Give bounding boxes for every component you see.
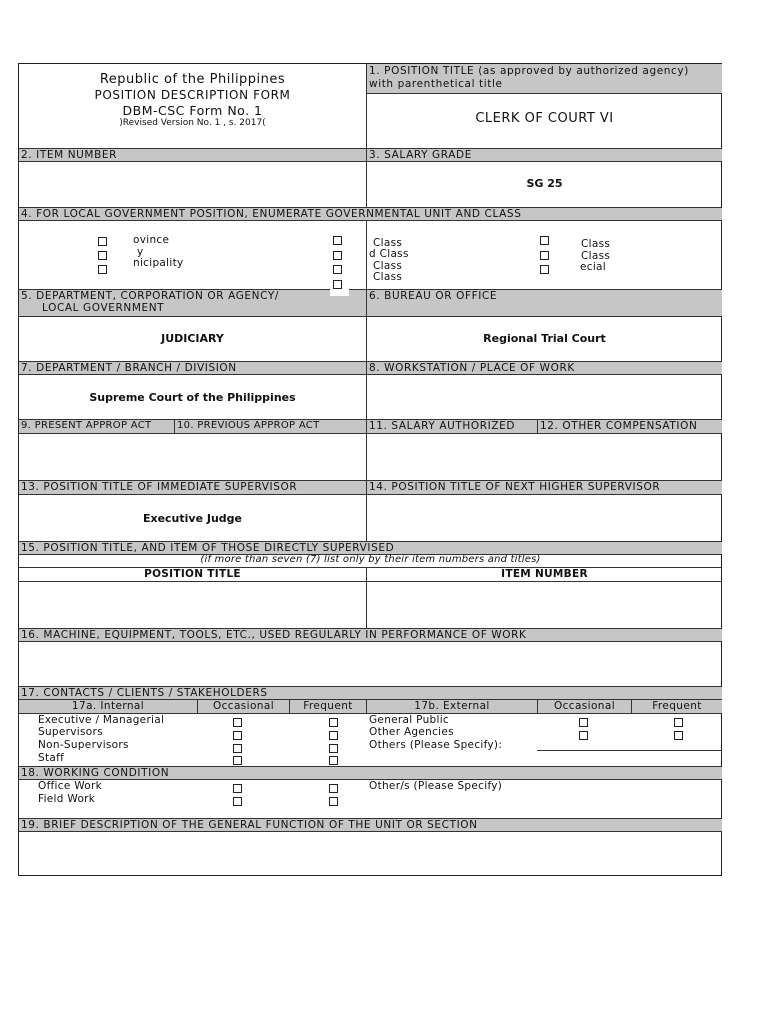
local-government-label: 4. FOR LOCAL GOVERNMENT POSITION, ENUMERATE GOVERNMENTAL UNIT AND CLASS — [19, 208, 722, 220]
department-label-line1: 5. DEPARTMENT, CORPORATION OR AGENCY/ — [21, 290, 280, 302]
external-frequent-header: Frequent — [652, 700, 702, 712]
office-work-label: Office Work — [38, 780, 103, 792]
class-checkbox-1[interactable] — [333, 236, 342, 245]
municipality-label: nicipality — [133, 257, 184, 269]
divider — [19, 581, 722, 582]
item-number-label: 2. ITEM NUMBER — [19, 149, 366, 161]
divider — [366, 480, 367, 541]
external-label: 17b. External — [414, 700, 490, 712]
province-label: ovince — [133, 234, 170, 246]
divider — [19, 374, 722, 375]
other-agencies-occasional-checkbox[interactable] — [579, 731, 588, 740]
others-specify-line[interactable] — [537, 750, 722, 751]
office-work-occasional-checkbox[interactable] — [233, 784, 242, 793]
general-public-frequent-checkbox[interactable] — [674, 718, 683, 727]
immediate-supervisor-value[interactable]: Executive Judge — [142, 512, 243, 525]
branch-division-value[interactable]: Supreme Court of the Philippines — [89, 391, 296, 404]
office-work-frequent-checkbox[interactable] — [329, 784, 338, 793]
present-approp-label: 9. PRESENT APPROP ACT — [19, 420, 174, 433]
class-label-5: Class — [581, 238, 611, 250]
position-description-form — [18, 63, 722, 876]
executive-frequent-checkbox[interactable] — [329, 718, 338, 727]
department-value[interactable]: JUDICIARY — [161, 332, 224, 345]
general-public-label: General Public — [369, 714, 449, 726]
others-specify-label: Others (Please Specify): — [369, 739, 503, 751]
general-public-occasional-checkbox[interactable] — [579, 718, 588, 727]
divider — [19, 641, 722, 642]
position-title-column-header: POSITION TITLE — [144, 568, 241, 580]
divider — [366, 567, 367, 628]
divider — [19, 494, 722, 495]
municipality-checkbox[interactable] — [98, 265, 107, 274]
form-number: DBM-CSC Form No. 1 — [122, 103, 263, 118]
supervisors-label: Supervisors — [38, 726, 103, 738]
non-supervisors-frequent-checkbox[interactable] — [329, 744, 338, 753]
class-label-2: d Class — [369, 248, 409, 260]
class-checkbox-3[interactable] — [333, 265, 342, 274]
special-checkbox[interactable] — [540, 265, 549, 274]
internal-label: 17a. Internal — [71, 700, 145, 712]
immediate-supervisor-label: 13. POSITION TITLE OF IMMEDIATE SUPERVISOR — [19, 481, 366, 494]
field-work-label: Field Work — [38, 793, 96, 805]
other-agencies-label: Other Agencies — [369, 726, 454, 738]
salary-grade-value[interactable]: SG 25 — [526, 177, 563, 190]
class-label-4: Class — [373, 271, 403, 283]
class-checkbox-6[interactable] — [540, 251, 549, 260]
bureau-label: 6. BUREAU OR OFFICE — [367, 290, 722, 316]
internal-occasional-header: Occasional — [212, 700, 275, 712]
workstation-label: 8. WORKSTATION / PLACE OF WORK — [367, 362, 722, 374]
working-condition-label: 18. WORKING CONDITION — [19, 767, 722, 779]
other-compensation-label: 12. OTHER COMPENSATION — [538, 420, 722, 433]
province-checkbox[interactable] — [98, 237, 107, 246]
form-header — [19, 64, 366, 148]
class-checkbox-5[interactable] — [540, 236, 549, 245]
special-label: ecial — [580, 261, 607, 273]
next-higher-supervisor-label: 14. POSITION TITLE OF NEXT HIGHER SUPERVISOR — [367, 481, 722, 494]
revised-version: )Revised Version No. 1 , s. 2017( — [119, 118, 266, 128]
non-supervisors-occasional-checkbox[interactable] — [233, 744, 242, 753]
position-title-label-line2: with parenthetical title — [369, 78, 503, 90]
department-label-line2: LOCAL GOVERNMENT — [42, 302, 165, 314]
salary-grade-label: 3. SALARY GRADE — [367, 149, 722, 161]
staff-frequent-checkbox[interactable] — [329, 756, 338, 765]
supervisors-frequent-checkbox[interactable] — [329, 731, 338, 740]
position-title-label — [367, 64, 722, 93]
class-checkbox-4-overlay — [333, 280, 342, 289]
bureau-value[interactable]: Regional Trial Court — [483, 332, 606, 345]
divider — [19, 316, 722, 317]
general-function-field[interactable] — [19, 832, 722, 876]
field-work-occasional-checkbox[interactable] — [233, 797, 242, 806]
other-working-condition-label: Other/s (Please Specify) — [369, 780, 503, 792]
staff-occasional-checkbox[interactable] — [233, 756, 242, 765]
directly-supervised-label: 15. POSITION TITLE, AND ITEM OF THOSE DIRECTLY SUPERVISED — [19, 542, 722, 554]
executive-managerial-label: Executive / Managerial — [38, 714, 165, 726]
machine-equipment-label: 16. MACHINE, EQUIPMENT, TOOLS, ETC., USED REGULARLY IN PERFORMANCE OF WORK — [19, 629, 722, 641]
form-title: POSITION DESCRIPTION FORM — [94, 88, 291, 102]
general-function-label: 19. BRIEF DESCRIPTION OF THE GENERAL FUNCTION OF THE UNIT OR SECTION — [19, 819, 722, 831]
position-title-label-line1: 1. POSITION TITLE (as approved by authorized agency) — [369, 65, 689, 77]
city-checkbox[interactable] — [98, 251, 107, 260]
class-label-1: Class — [373, 237, 403, 249]
republic-text: Republic of the Philippines — [99, 72, 286, 87]
field-work-frequent-checkbox[interactable] — [329, 797, 338, 806]
branch-division-label: 7. DEPARTMENT / BRANCH / DIVISION — [19, 362, 366, 374]
executive-occasional-checkbox[interactable] — [233, 718, 242, 727]
class-label-6: Class — [581, 250, 611, 262]
city-label: y — [137, 246, 144, 258]
divider — [366, 420, 367, 480]
department-label — [19, 290, 366, 316]
divider — [19, 433, 722, 434]
previous-approp-label: 10. PREVIOUS APPROP ACT — [175, 420, 366, 433]
class-checkbox-2[interactable] — [333, 251, 342, 260]
other-agencies-frequent-checkbox[interactable] — [674, 731, 683, 740]
internal-frequent-header: Frequent — [303, 700, 353, 712]
contacts-label: 17. CONTACTS / CLIENTS / STAKEHOLDERS — [19, 687, 722, 699]
divider — [19, 220, 722, 221]
salary-authorized-label: 11. SALARY AUTHORIZED — [367, 420, 537, 433]
external-occasional-header: Occasional — [553, 700, 616, 712]
item-number-column-header: ITEM NUMBER — [501, 568, 588, 580]
directly-supervised-note: (if more than seven (7) list only by their item numbers and titles) — [200, 554, 541, 565]
position-title-value[interactable]: CLERK OF COURT VI — [475, 111, 614, 126]
divider — [367, 93, 722, 94]
supervisors-occasional-checkbox[interactable] — [233, 731, 242, 740]
item-number-value[interactable] — [19, 162, 366, 206]
staff-label: Staff — [38, 752, 65, 764]
class-label-3: Class — [373, 260, 403, 272]
non-supervisors-label: Non-Supervisors — [38, 739, 129, 751]
